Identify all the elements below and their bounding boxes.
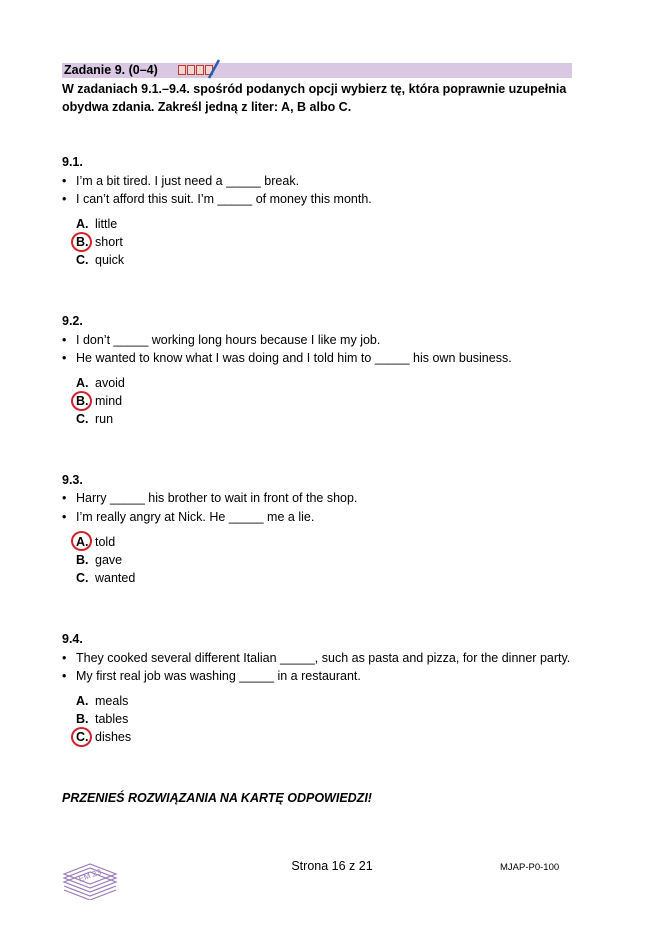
answer-circle: [71, 232, 92, 252]
score-box: [187, 65, 195, 75]
question-number: 9.2.: [62, 314, 83, 328]
option-a[interactable]: A. avoid: [76, 376, 125, 390]
answer-circle: [71, 727, 92, 747]
option-a[interactable]: A. little: [76, 217, 118, 231]
option-b[interactable]: B. short: [76, 235, 123, 249]
option-a[interactable]: A. told: [76, 535, 116, 549]
sentence: • I’m a bit tired. I just need a _____ break.: [62, 174, 300, 188]
sentence: • My first real job was washing _____ in a restaurant.: [62, 669, 361, 683]
option-b[interactable]: B. mind: [76, 394, 123, 408]
option-b[interactable]: B. gave: [76, 553, 123, 567]
page-number: Strona 16 z 21: [291, 859, 373, 873]
svg-text:EM 23: EM 23: [77, 867, 103, 884]
option-c[interactable]: C. run: [76, 412, 114, 426]
score-box: [178, 65, 186, 75]
pen-icon: [207, 58, 221, 80]
option-c[interactable]: C. dishes: [76, 730, 132, 744]
sentence: • Harry _____ his brother to wait in front of the shop.: [62, 491, 358, 505]
question-number: 9.3.: [62, 473, 83, 487]
answer-circle: [71, 391, 92, 411]
exam-code: MJAP-P0-100: [500, 862, 560, 873]
sentence: • I can’t afford this suit. I’m _____ of money this month.: [62, 192, 372, 206]
option-b[interactable]: B. tables: [76, 712, 129, 726]
sentence: • I’m really angry at Nick. He _____ me a lie.: [62, 510, 315, 524]
question-number: 9.1.: [62, 155, 83, 169]
option-a[interactable]: A. meals: [76, 694, 129, 708]
sentence: • He wanted to know what I was doing and I told him to _____ his own business.: [62, 351, 512, 365]
option-c[interactable]: C. quick: [76, 253, 125, 267]
sentence: • They cooked several different Italian _____, such as pasta and pizza, for the dinner party.: [62, 651, 571, 665]
answer-circle: [71, 531, 92, 551]
transfer-answers-note: PRZENIEŚ ROZWIĄZANIA NA KARTĘ ODPOWIEDZI!: [62, 791, 372, 805]
question-number: 9.4.: [62, 632, 83, 646]
task-title: Zadanie 9. (0–4): [64, 63, 158, 77]
score-box: [196, 65, 204, 75]
option-c[interactable]: C. wanted: [76, 571, 136, 585]
task-instruction: W zadaniach 9.1.–9.4. spośród podanych opcji wybierz tę, która poprawnie uzupełnia obydwa zdania. Zakreśl jedną z liter: A, B albo C.: [62, 82, 567, 114]
sentence: • I don’t _____ working long hours because I like my job.: [62, 333, 381, 347]
